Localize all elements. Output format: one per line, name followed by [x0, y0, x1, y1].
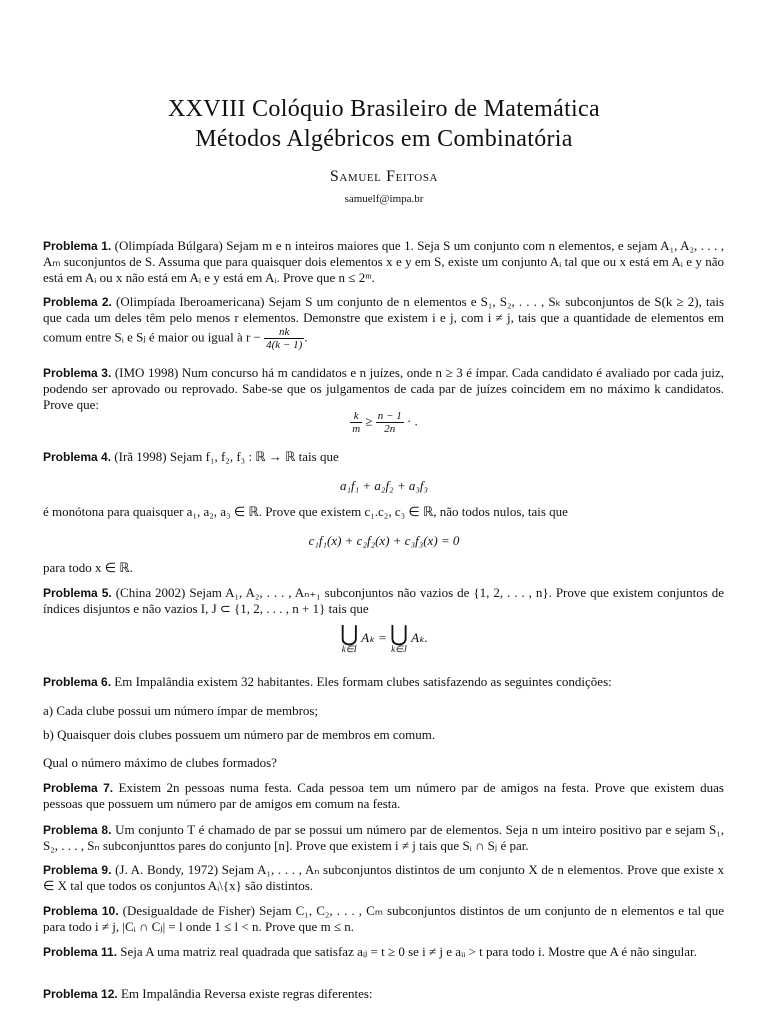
equation-display-1: a₁f₁ + a₂f₂ + a₃f₃ — [340, 478, 428, 493]
fraction-n-2n — [376, 410, 404, 435]
problem-label: Problema 7. — [43, 781, 114, 795]
problem-label: Problema 6. — [43, 675, 112, 689]
problem-4 — [43, 449, 724, 465]
union-left — [340, 621, 359, 654]
problem-8 — [43, 822, 724, 854]
union-right — [390, 621, 409, 654]
problem-text: para todo x ∈ ℝ. — [43, 560, 133, 575]
fraction-denominator: 4(k − 1) — [266, 339, 303, 351]
title-line-1: XXVIII Colóquio Brasileiro de Matemática — [168, 96, 600, 122]
problem-label: Problema 9. — [43, 863, 112, 877]
fraction-numerator: k — [350, 410, 362, 423]
problem-5 — [43, 585, 724, 617]
problem-2 — [43, 294, 724, 351]
problem-6-item-b: b) Quaisquer dois clubes possuem um número par de membros em comum. — [43, 727, 436, 742]
problem-3 — [43, 365, 724, 413]
problem-12 — [43, 986, 724, 1002]
problem-text: (IMO 1998) Num concurso há m candidatos e n juízes, onde n ≥ 3 é ímpar. Cada candidato é avaliado por cada juiz, podendo ser aprovado ou reprovado. Sabe-se que os julgamentos de cada par de juízes coincidem em no máximo k candidatos. Prove que: — [43, 365, 725, 412]
problem-text: (Irã 1998) Sejam f₁, f₂, f₃ : ℝ → ℝ tais que — [114, 449, 339, 464]
problem-4-end — [43, 560, 724, 576]
union-display — [0, 621, 768, 654]
problem-text: (Olimpíada Búlgara) Sejam m e n inteiros maiores que 1. Seja S um conjunto com n elementos, e sejam A₁, A₂, . . . , Aₘ suconjuntos de S. Assuma que para quaisquer dois elementos x e y em S, existe um conjunto Aᵢ tal que ou x está em Aᵢ e y não está em Aᵢ ou x não está em Aᵢ e y está em Aᵢ. Prove que n ≤ 2ᵐ. — [43, 238, 725, 285]
author-name: Samuel Feitosa — [329, 168, 439, 185]
problem-text: Seja A uma matriz real quadrada que satisfaz aᵢⱼ = t ≥ 0 se i ≠ j e aᵢᵢ > t para todo i. Mostre que A é não singular. — [120, 944, 697, 959]
union-symbol: ⋃ — [390, 621, 409, 646]
problem-4-continued — [43, 504, 724, 520]
union-term: Aₖ = — [361, 629, 387, 645]
fraction-denominator: m — [352, 423, 361, 435]
problem-label: Problema 4. — [43, 450, 112, 464]
problem-6 — [43, 674, 724, 690]
inequality-display — [0, 410, 768, 435]
fraction — [264, 326, 304, 351]
problem-label: Problema 11. — [43, 945, 118, 959]
problem-1 — [43, 238, 724, 286]
display-tail: · . — [406, 413, 418, 429]
fraction-denominator: 2n — [384, 423, 396, 435]
fraction-numerator: n − 1 — [377, 410, 402, 422]
problem-label: Problema 2. — [43, 295, 112, 309]
problem-text: (China 2002) Sejam A₁, A₂, . . . , Aₙ₊₁ subconjuntos não vazios de {1, 2, . . . , n}. Prove que existem conjuntos de índices disjuntos e não vazios I, J ⊂ {1, 2, . . . , n + 1} tais que — [43, 585, 725, 616]
relation-symbol: ≥ — [365, 413, 373, 429]
union-index: k∈J — [391, 644, 407, 654]
problem-text: Um conjunto T é chamado de par se possui um número par de elementos. Seja n um inteiro positivo par e sejam S₁, S₂, . . . , Sₙ subconjunttos pares do conjunto [n]. Prove que existem i ≠ j tais que Sᵢ ∩ Sⱼ é par. — [43, 822, 725, 853]
problem-label: Problema 3. — [43, 366, 112, 380]
problem-text: Em Impalândia existem 32 habitantes. Eles formam clubes satisfazendo as seguintes condições: — [114, 674, 612, 689]
problem-text: é monótona para quaisquer a₁, a₂, a₃ ∈ ℝ. Prove que existem c₁.c₂, c₃ ∈ ℝ, não todos nulos, tais que — [43, 504, 568, 519]
problem-7 — [43, 780, 724, 812]
union-term: Aₖ. — [411, 629, 428, 645]
union-symbol: ⋃ — [340, 621, 359, 646]
problem-9 — [43, 862, 724, 894]
problem-label: Problema 8. — [43, 823, 112, 837]
problem-text: Em Impalândia Reversa existe regras diferentes: — [120, 986, 373, 1001]
problem-text: (Olimpíada Iberoamericana) Sejam S um conjunto de n elementos e S₁, S₂, . . . , Sₖ subconjuntos de S(k ≥ 2), tais que cada um deles têm pelo menos r elementos. Demonstre que existem i e j, com i ≠ j, tais que a quantidade de elementos em comum entre Sᵢ e Sⱼ é maior ou igual à r − — [43, 294, 725, 345]
fraction-numerator: nk — [264, 326, 304, 339]
problem-label: Problema 12. — [43, 987, 118, 1001]
problem-label: Problema 1. — [43, 239, 112, 253]
problem-6-question: Qual o número máximo de clubes formados? — [43, 755, 277, 770]
equation-display-2: c₁f₁(x) + c₂f₂(x) + c₃f₃(x) = 0 — [308, 533, 460, 548]
problem-10 — [43, 903, 724, 935]
title-line-2: Métodos Algébricos em Combinatória — [195, 126, 573, 152]
problem-6-item-a: a) Cada clube possui um número ímpar de membros; — [43, 703, 319, 718]
union-index: k∈I — [341, 644, 357, 654]
problem-text: Existem 2n pessoas numa festa. Cada pessoa tem um número par de amigos na festa. Prove que existem duas pessoas que possuem um número par de amigos em comum na festa. — [43, 780, 724, 811]
problem-text: (J. A. Bondy, 1972) Sejam A₁, . . . , Aₙ subconjuntos distintos de um conjunto X de n elementos. Prove que existe x ∈ X tal que todos os conjuntos Aᵢ\{x} são distintos. — [43, 862, 724, 893]
problem-text-end: . — [304, 329, 308, 345]
problem-text: (Desigualdade de Fisher) Sejam C₁, C₂, . . . , Cₘ subconjuntos distintos de um conjunto de n elementos e tal que para todo i ≠ j, |Cᵢ ∩ Cⱼ| = l onde 1 ≤ l < n. Prove que m ≤ n. — [43, 903, 724, 934]
problem-label: Problema 10. — [43, 904, 119, 918]
problem-11 — [43, 944, 724, 960]
problem-label: Problema 5. — [43, 586, 112, 600]
author-email: samuelf@impa.br — [344, 193, 424, 205]
fraction-k-m — [350, 410, 362, 435]
